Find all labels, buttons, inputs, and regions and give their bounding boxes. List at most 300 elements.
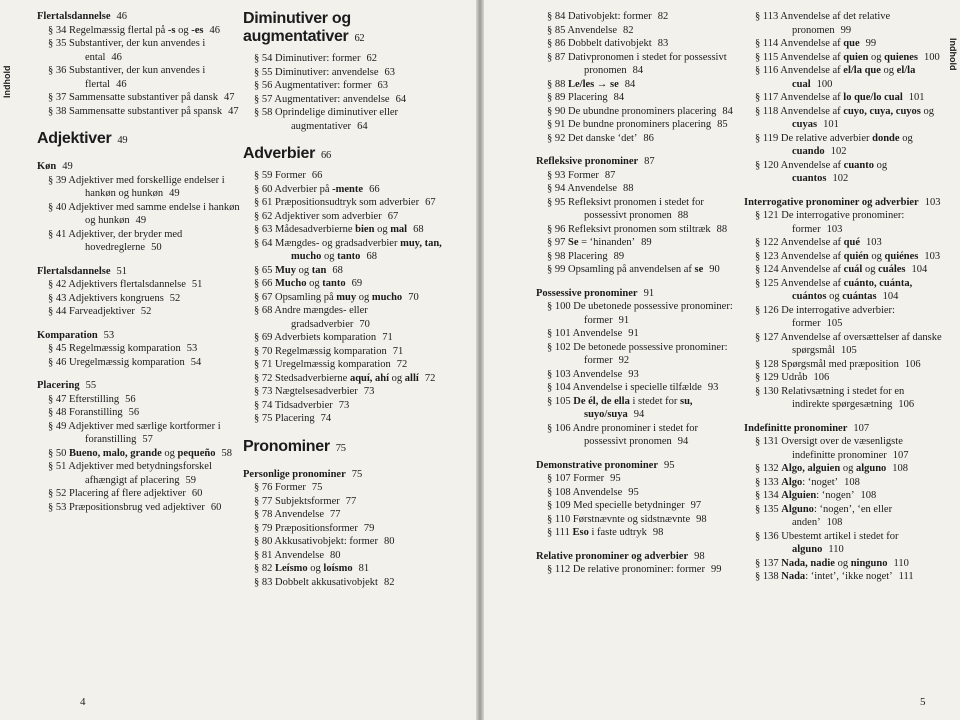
- section-number: § 83: [254, 576, 273, 588]
- entry-title-part: Præpositionsformer: [275, 522, 358, 534]
- page-ref: 57: [142, 434, 153, 445]
- toc-entry: [37, 447, 242, 461]
- toc-column-right-1: [536, 10, 736, 577]
- toc-entry: [744, 51, 944, 65]
- page-ref: 87: [604, 169, 616, 181]
- toc-entry: [744, 304, 944, 331]
- section-number: § 43: [48, 292, 67, 304]
- section-number: § 34: [48, 24, 67, 36]
- entry-title-part: Algo: [781, 476, 803, 488]
- section-number: § 57: [254, 93, 273, 105]
- section-number: § 99: [547, 264, 566, 275]
- section-number: § 48: [48, 407, 67, 418]
- page-ref: 88: [716, 223, 728, 235]
- entry-title-part: Regelmæssig komparation: [275, 345, 387, 357]
- section-number: § 52: [48, 488, 67, 499]
- entry-title-part: Former: [573, 473, 605, 484]
- entry-title-part: Anvendelse: [572, 486, 623, 498]
- section-number: § 104: [547, 382, 571, 393]
- section-number: § 100: [547, 301, 571, 312]
- toc-entry: [744, 476, 944, 490]
- page-ref: 53: [186, 343, 198, 354]
- toc-entry: [536, 10, 736, 24]
- entry-title-part: cuantos: [792, 173, 827, 184]
- section-number: § 73: [254, 386, 273, 397]
- section-number: § 59: [254, 170, 273, 181]
- entry-title-part: Anvendelse: [567, 183, 617, 194]
- heading-label: Personlige pronominer: [243, 468, 346, 480]
- entry-title-part: Mådesadverbierne: [275, 224, 356, 235]
- section-number: § 54: [254, 53, 273, 64]
- section-number: § 60: [254, 183, 273, 195]
- page-ref: 99: [865, 38, 877, 49]
- entry-title-part: Anvendelse: [572, 328, 623, 339]
- toc-entry: [243, 169, 443, 183]
- entry-title-part: Adjektiver med samme endelse i hankøn og hunkøn: [68, 201, 240, 226]
- toc-entry: [37, 64, 242, 91]
- page-ref: 85: [717, 119, 728, 130]
- page-ref: 95: [628, 486, 639, 498]
- section-number: § 101: [547, 328, 571, 339]
- section-number: § 78: [254, 509, 273, 520]
- heading-label: Interrogative pronominer og adverbier: [744, 196, 919, 208]
- entry-title-part: -es: [191, 24, 204, 36]
- section-number: § 95: [547, 196, 566, 208]
- toc-entry: [243, 52, 443, 66]
- page-ref: 98: [652, 527, 664, 538]
- subsection-heading: [536, 550, 736, 564]
- entry-title-part: De relative adverbier: [780, 132, 873, 144]
- page-ref: 50: [151, 242, 162, 253]
- heading-label: Komparation: [37, 329, 98, 341]
- section-number: § 79: [254, 522, 273, 534]
- page-ref: 47: [228, 105, 239, 117]
- entry-title-part: Sammensatte substantiver på spansk: [69, 105, 223, 117]
- section-number: § 49: [48, 420, 67, 432]
- entry-title-part: De relative pronominer: former: [572, 564, 705, 575]
- entry-title-part: mucho: [371, 291, 403, 303]
- section-number: § 74: [254, 399, 273, 411]
- section-number: § 115: [755, 51, 779, 63]
- page-ref: 55: [85, 380, 97, 391]
- entry-title-part: tan: [311, 264, 327, 276]
- entry-title-part: cuyas: [792, 119, 818, 130]
- page-ref: 62: [366, 53, 377, 64]
- section-number: § 53: [48, 501, 67, 513]
- section-number: § 80: [254, 536, 273, 547]
- page-ref: 107: [892, 449, 909, 461]
- section-number: § 113: [755, 11, 779, 22]
- entry-title-part: og: [880, 65, 897, 76]
- toc-entry: [536, 499, 736, 513]
- page-ref: 60: [191, 488, 203, 499]
- subsection-heading: [37, 10, 242, 24]
- entry-title-part: que: [843, 38, 860, 49]
- toc-entry: [536, 563, 736, 577]
- entry-title-part: Oversigt over de væsenligste indefinitte pronominer: [781, 436, 903, 461]
- toc-entry: [536, 182, 736, 196]
- entry-title-part: Adjektivers flertalsdannelse: [68, 279, 186, 290]
- subsection-heading: [37, 160, 242, 174]
- chapter-heading: [37, 130, 242, 150]
- page-ref: 95: [664, 459, 675, 471]
- entry-title-part: cuál: [843, 264, 863, 275]
- entry-title-part: Præpositionsbrug ved adjektiver: [69, 501, 205, 513]
- subsection-heading: [744, 422, 944, 436]
- entry-title-part: Anvendelse af: [780, 92, 844, 103]
- section-number: § 68: [254, 305, 273, 316]
- entry-title-part: De interrogative adverbier: former: [781, 304, 895, 329]
- page-ref: 97: [690, 500, 702, 511]
- toc-entry: [536, 51, 736, 78]
- entry-title-part: og: [175, 24, 192, 36]
- page-ref: 86: [643, 132, 654, 144]
- section-number: § 128: [755, 358, 779, 370]
- page-ref: 79: [363, 522, 375, 534]
- page-ref: 63: [377, 80, 389, 91]
- entry-title-part: De ubundne pronominers placering: [568, 105, 717, 117]
- section-number: § 36: [48, 65, 67, 76]
- page-ref: 101: [823, 119, 839, 130]
- heading-label: Adjektiver: [37, 130, 112, 147]
- entry-title-part: el/la que: [843, 65, 881, 76]
- book-gutter: [476, 0, 484, 720]
- section-number: § 62: [254, 210, 273, 222]
- entry-title-part: Opsamling på anvendelsen af: [568, 264, 695, 275]
- entry-title-part: Substantiver, der kun anvendes i flertal: [69, 65, 206, 90]
- entry-title-part: : ‘noget’: [802, 476, 839, 488]
- entry-title-part: Oprindelige diminutiver eller augmentativer: [275, 107, 399, 132]
- heading-label: Relative pronominer og adverbier: [536, 550, 689, 562]
- toc-entry: [744, 209, 944, 236]
- toc-entry: [37, 201, 242, 228]
- side-label-right: Indhold: [948, 38, 958, 71]
- section-number: § 97: [547, 237, 566, 248]
- toc-entry: [243, 79, 443, 93]
- entry-title-part: su, suyo/suya: [584, 395, 693, 420]
- section-number: § 120: [755, 159, 779, 171]
- toc-entry: [243, 304, 443, 331]
- page-ref: 47: [224, 92, 235, 103]
- page-ref: 103: [924, 196, 941, 208]
- entry-title-part: og: [834, 557, 851, 569]
- heading-label: Indefinitte pronominer: [744, 422, 848, 434]
- toc-entry: [536, 169, 736, 183]
- page-ref: 49: [117, 135, 128, 146]
- page-ref: 49: [62, 161, 73, 172]
- entry-title-part: Uregelmæssig komparation: [69, 356, 185, 368]
- entry-title-part: = ‘hinanden’: [578, 237, 636, 248]
- entry-title-part: Eso: [572, 527, 589, 538]
- toc-entry: [744, 236, 944, 250]
- section-number: § 45: [48, 343, 67, 354]
- toc-entry: [243, 358, 443, 372]
- page-ref: 83: [657, 38, 669, 49]
- entry-title-part: Adjektiver, der bryder med hovedreglerne: [68, 228, 183, 253]
- page-ref: 67: [387, 210, 399, 222]
- section-number: § 111: [547, 527, 570, 538]
- entry-title-part: →: [594, 78, 610, 90]
- page-ref: 106: [904, 358, 921, 370]
- entry-title-part: allí: [404, 372, 419, 384]
- section-number: § 77: [254, 495, 273, 507]
- section-number: § 114: [755, 38, 779, 49]
- heading-label: Demonstrative pronominer: [536, 459, 658, 471]
- entry-title-part: Opsamling på: [275, 291, 337, 303]
- page-ref: 62: [354, 33, 365, 44]
- page-ref: 75: [311, 482, 323, 493]
- entry-title-part: Muy: [275, 264, 296, 276]
- entry-title-part: og: [307, 563, 324, 574]
- toc-entry: [243, 345, 443, 359]
- toc-entry: [243, 522, 443, 536]
- page-ref: 105: [826, 318, 843, 329]
- toc-entry: [536, 196, 736, 223]
- entry-title-part: cuáles: [878, 264, 906, 275]
- entry-title-part: Adjektiver med særlige kortformer i foranstilling: [68, 420, 221, 445]
- section-number: § 135: [755, 503, 779, 515]
- page-ref: 102: [830, 146, 847, 157]
- entry-title-part: Former: [568, 169, 599, 181]
- page-ref: 82: [623, 24, 634, 36]
- entry-title-part: i stedet for: [629, 395, 680, 407]
- section-number: § 136: [755, 530, 779, 542]
- entry-title-part: Uregelmæssig komparation: [275, 359, 391, 370]
- section-number: § 122: [755, 237, 779, 248]
- section-number: § 39: [48, 174, 67, 186]
- section-number: § 116: [755, 65, 779, 76]
- section-number: § 65: [254, 264, 273, 276]
- toc-entry: [243, 576, 443, 590]
- entry-title-part: og: [296, 264, 312, 276]
- entry-title-part: Diminutiver: former: [275, 53, 361, 64]
- entry-title-part: Placering: [568, 92, 608, 103]
- section-number: § 110: [547, 513, 571, 525]
- toc-entry: [744, 159, 944, 186]
- page-ref: 104: [882, 291, 899, 302]
- page-ref: 105: [840, 345, 857, 356]
- heading-label: Flertalsdannelse: [37, 265, 111, 277]
- entry-title-part: Akkusativobjekt: former: [274, 536, 378, 547]
- heading-label: Possessive pronominer: [536, 287, 638, 299]
- subsection-heading: [243, 468, 443, 482]
- toc-entry: [37, 305, 242, 319]
- toc-entry: [37, 342, 242, 356]
- page-ref: 67: [425, 197, 436, 208]
- section-number: § 63: [254, 224, 273, 235]
- toc-entry: [37, 228, 242, 255]
- toc-entry: [243, 495, 443, 509]
- heading-label: Pronominer: [243, 437, 330, 455]
- toc-entry: [243, 264, 443, 278]
- side-label-left: Indhold: [2, 65, 12, 98]
- entry-title-part: Mængdes- og gradsadverbier: [275, 237, 401, 249]
- entry-title-part: cuánto, cuánta, cuántos: [792, 277, 913, 302]
- page-ref: 82: [383, 576, 395, 588]
- page-ref: 82: [657, 11, 669, 22]
- section-number: § 131: [755, 436, 779, 447]
- page-ref: 106: [898, 399, 915, 410]
- section-number: § 40: [48, 201, 67, 213]
- entry-title-part: Adverbier på: [274, 183, 333, 195]
- toc-entry: [744, 10, 944, 37]
- toc-entry: [243, 291, 443, 305]
- entry-title-part: cuanto: [843, 159, 874, 171]
- page-ref: 66: [311, 170, 323, 181]
- toc-entry: [744, 462, 944, 476]
- page-ref: 108: [892, 463, 909, 474]
- entry-title-part: Placering: [568, 250, 608, 262]
- entry-title-part: og: [356, 291, 372, 303]
- toc-entry: [744, 105, 944, 132]
- entry-title-part: De bundne pronominers placering: [568, 119, 712, 130]
- page-ref: 87: [644, 156, 655, 167]
- entry-title-part: Algo, alguien: [781, 463, 841, 474]
- section-number: § 94: [547, 183, 566, 194]
- toc-entry: [536, 105, 736, 119]
- section-number: § 133: [755, 476, 779, 488]
- page-ref: 70: [408, 291, 419, 303]
- entry-title-part: Adjektiver som adverbier: [274, 210, 382, 222]
- section-number: § 118: [755, 105, 779, 117]
- entry-title-part: -s: [167, 24, 176, 36]
- entry-title-part: mal: [390, 224, 408, 235]
- toc-entry: [536, 91, 736, 105]
- page-ref: 74: [320, 413, 332, 424]
- toc-entry: [744, 435, 944, 462]
- section-number: § 70: [254, 345, 273, 357]
- entry-title-part: Le/les: [568, 78, 595, 90]
- page-ref: 60: [210, 501, 222, 513]
- page-ref: 89: [641, 237, 652, 248]
- entry-title-part: el/la cual: [792, 65, 916, 90]
- entry-title-part: og: [899, 132, 913, 144]
- toc-entry: [243, 372, 443, 386]
- entry-title-part: Substantiver, der kun anvendes i ental: [69, 38, 206, 63]
- toc-entry: [37, 356, 242, 370]
- toc-entry: [37, 24, 242, 38]
- entry-title-part: Anvendelse af: [780, 105, 844, 117]
- entry-title-part: quién: [843, 250, 869, 262]
- section-number: § 105: [547, 395, 571, 407]
- section-number: § 67: [254, 291, 273, 303]
- section-number: § 61: [254, 197, 273, 208]
- page-ref: 49: [169, 188, 180, 199]
- entry-title-part: Nada: [781, 571, 806, 582]
- entry-title-part: og: [161, 447, 178, 459]
- chapter-heading: [243, 145, 443, 165]
- toc-entry: [744, 263, 944, 277]
- entry-title-part: Anvendelse af: [780, 38, 844, 49]
- entry-title-part: tanto: [322, 278, 346, 289]
- section-number: § 69: [254, 332, 273, 343]
- toc-entry: [37, 501, 242, 515]
- section-number: § 84: [547, 11, 566, 22]
- entry-title-part: Refleksivt pronomen i stedet for possessivt pronomen: [568, 196, 704, 221]
- toc-entry: [536, 37, 736, 51]
- toc-entry: [536, 368, 736, 382]
- toc-entry: [243, 277, 443, 291]
- section-number: § 64: [254, 237, 273, 249]
- page-ref: 94: [633, 409, 645, 420]
- page-ref: 66: [321, 150, 331, 161]
- page-ref: 75: [335, 442, 346, 454]
- entry-title-part: Anvendelse af: [780, 250, 844, 262]
- entry-title-part: Anvendelse: [572, 368, 623, 380]
- entry-title-part: Regelmæssig flertal på: [69, 24, 168, 36]
- toc-entry: [536, 263, 736, 277]
- entry-title-part: aquí, ahí: [349, 372, 390, 384]
- entry-title-part: og: [826, 291, 843, 302]
- subsection-heading: [37, 329, 242, 343]
- toc-entry: [243, 183, 443, 197]
- entry-title-part: : ‘nogen’, ‘en eller anden’: [792, 503, 893, 528]
- entry-title-part: Anvendelse af: [780, 264, 844, 275]
- entry-title-part: loísmo: [323, 563, 353, 574]
- subsection-heading: [536, 155, 736, 169]
- toc-entry: [37, 105, 242, 119]
- entry-title-part: Placering: [275, 413, 315, 424]
- section-number: § 37: [48, 92, 67, 103]
- page-ref: 46: [116, 11, 127, 22]
- toc-entry: [243, 106, 443, 133]
- page-ref: 111: [898, 571, 914, 582]
- entry-title-part: Anvendelse af: [780, 277, 844, 289]
- section-number: § 102: [547, 341, 571, 353]
- page-ref: 80: [330, 549, 341, 561]
- section-number: § 117: [755, 92, 779, 103]
- entry-title-part: alguno: [855, 463, 887, 474]
- entry-title-part: cuando: [792, 146, 825, 157]
- entry-title-part: Mucho: [275, 278, 307, 289]
- page-ref: 59: [185, 474, 196, 486]
- entry-title-part: Anvendelse i specielle tilfælde: [572, 382, 702, 393]
- toc-entry: [243, 385, 443, 399]
- page-ref: 110: [893, 557, 909, 569]
- entry-title-part: Dativpronomen i stedet for possessivt pronomen: [568, 51, 727, 76]
- section-number: § 81: [254, 549, 273, 561]
- toc-entry: [243, 210, 443, 224]
- entry-title-part: se: [694, 264, 704, 275]
- toc-entry: [536, 327, 736, 341]
- page-ref: 84: [722, 105, 733, 117]
- entry-title-part: Udråb: [781, 372, 808, 383]
- subsection-heading: [37, 379, 242, 393]
- entry-title-part: og: [306, 278, 323, 289]
- section-number: § 106: [547, 422, 571, 434]
- toc-entry: [536, 223, 736, 237]
- page-ref: 93: [628, 368, 639, 380]
- entry-title-part: Bueno, malo, grande: [69, 447, 162, 459]
- toc-entry: [243, 331, 443, 345]
- entry-title-part: Subjektsformer: [275, 495, 340, 507]
- page-ref: 49: [135, 215, 147, 226]
- entry-title-part: Se: [568, 237, 579, 248]
- entry-title-part: Adjektiver med betydningsforskel afhængigt af placering: [68, 461, 212, 486]
- page-ref: 102: [832, 173, 849, 184]
- page-ref: 81: [358, 563, 370, 574]
- entry-title-part: Alguien: [781, 490, 817, 501]
- toc-entry: [536, 132, 736, 146]
- entry-title-part: De interrogative pronominer: former: [781, 210, 905, 235]
- entry-title-part: Spørgsmål med præposition: [781, 358, 899, 370]
- entry-title-part: cuántas: [842, 291, 877, 302]
- entry-title-part: Anvendelse af oversættelser af danske spørgsmål: [780, 331, 942, 356]
- section-number: § 137: [755, 557, 779, 569]
- toc-entry: [536, 381, 736, 395]
- entry-title-part: og: [374, 224, 391, 235]
- page-ref: 68: [413, 224, 424, 235]
